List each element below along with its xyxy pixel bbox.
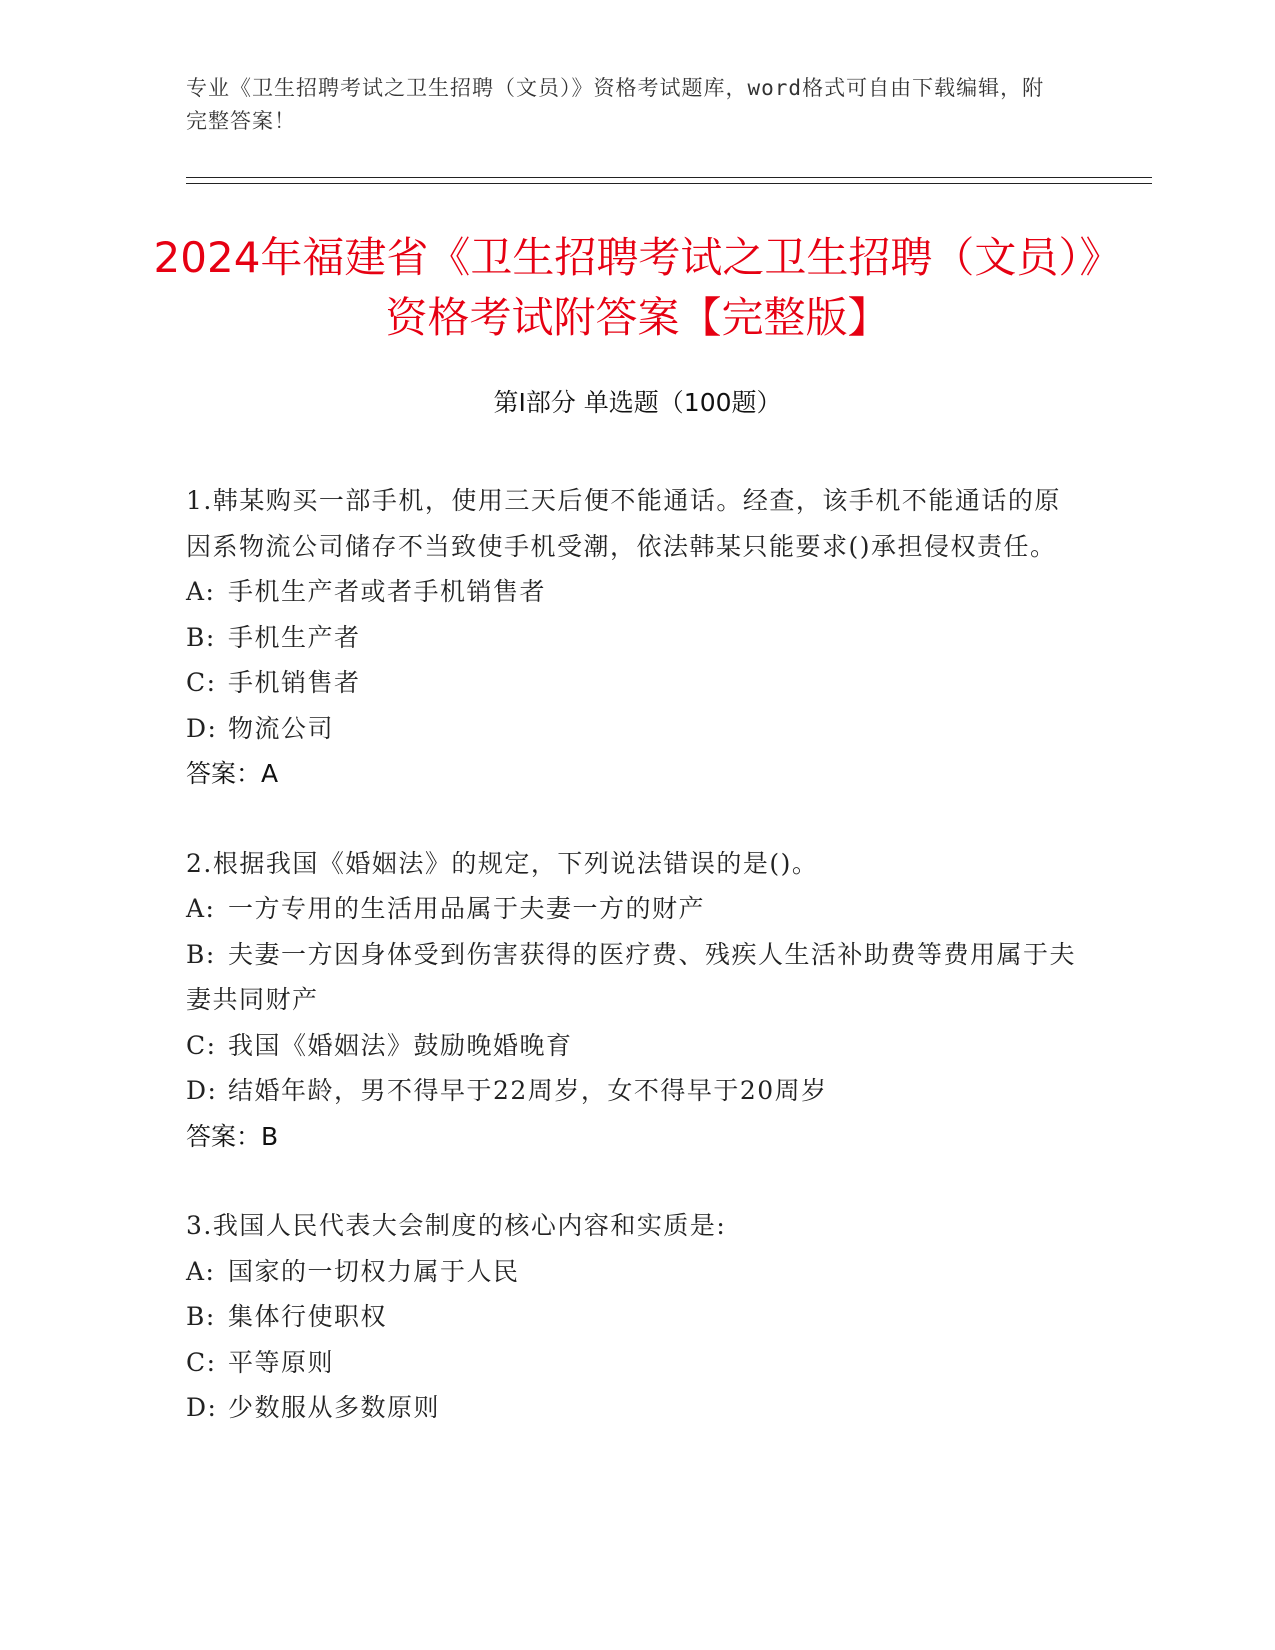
section-title: 第I部分 单选题（100题）: [493, 388, 782, 417]
option-key: C:: [186, 1030, 217, 1060]
option-a: [186, 1249, 1076, 1295]
option-key: B:: [186, 622, 216, 652]
answer-line: 答案：B: [186, 1121, 279, 1151]
header-note: 专业《卫生招聘考试之卫生招聘（文员）》资格考试题库，word格式可自由下载编辑，附完整答案！: [186, 76, 1045, 133]
option-text: 手机销售者: [228, 668, 361, 697]
header-rule-bottom: [186, 183, 1152, 184]
question-stem: 2.根据我国《婚姻法》的规定，下列说法错误的是()。: [186, 848, 819, 878]
document-title: 2024年福建省《卫生招聘考试之卫生招聘（文员）》资格考试附答案【完整版】: [153, 233, 1122, 342]
option-text: 集体行使职权: [228, 1302, 388, 1331]
option-key: A:: [186, 577, 216, 606]
option-key: B:: [186, 939, 216, 969]
option-c: [186, 1340, 1076, 1386]
option-text: 手机生产者: [228, 622, 361, 652]
option-text: 物流公司: [228, 713, 335, 743]
header-rule-top: [186, 177, 1152, 178]
option-key: D:: [186, 713, 218, 743]
option-c: [186, 1023, 1076, 1069]
option-text: 手机生产者或者手机销售者: [228, 577, 547, 606]
option-key: A:: [186, 1256, 216, 1286]
question-list: [186, 478, 1076, 1475]
option-b: [186, 1294, 1076, 1340]
option-text: 一方专用的生活用品属于夫妻一方的财产: [228, 894, 706, 923]
question-stem: 1.韩某购买一部手机，使用三天后便不能通话。经查，该手机不能通话的原因系物流公司储存不当致使手机受潮，依法韩某只能要求()承担侵权责任。: [186, 486, 1061, 561]
option-key: C:: [186, 668, 217, 697]
option-a: [186, 569, 1076, 615]
option-text: 国家的一切权力属于人民: [228, 1256, 520, 1286]
answer-line: 答案：A: [186, 759, 279, 788]
option-d: [186, 1068, 1076, 1114]
question-stem: 3.我国人民代表大会制度的核心内容和实质是:: [186, 1211, 727, 1240]
option-key: B:: [186, 1302, 216, 1331]
option-c: [186, 660, 1076, 706]
option-key: D:: [186, 1393, 218, 1422]
option-key: D:: [186, 1076, 218, 1105]
option-b: [186, 932, 1076, 1023]
option-text: 夫妻一方因身体受到伤害获得的医疗费、残疾人生活补助费等费用属于夫妻共同财产: [186, 939, 1077, 1014]
option-text: 结婚年龄，男不得早于22周岁，女不得早于20周岁: [228, 1076, 828, 1105]
option-key: A:: [186, 894, 216, 923]
option-a: [186, 886, 1076, 932]
option-b: [186, 615, 1076, 661]
question-item: [186, 841, 1076, 1160]
option-d: [186, 706, 1076, 752]
question-item: [186, 1203, 1076, 1431]
option-text: 平等原则: [228, 1347, 335, 1377]
option-text: 少数服从多数原则: [228, 1393, 441, 1422]
option-key: C:: [186, 1347, 217, 1377]
option-text: 我国《婚姻法》鼓励晚婚晚育: [228, 1030, 573, 1060]
question-item: [186, 478, 1076, 797]
option-d: [186, 1385, 1076, 1431]
